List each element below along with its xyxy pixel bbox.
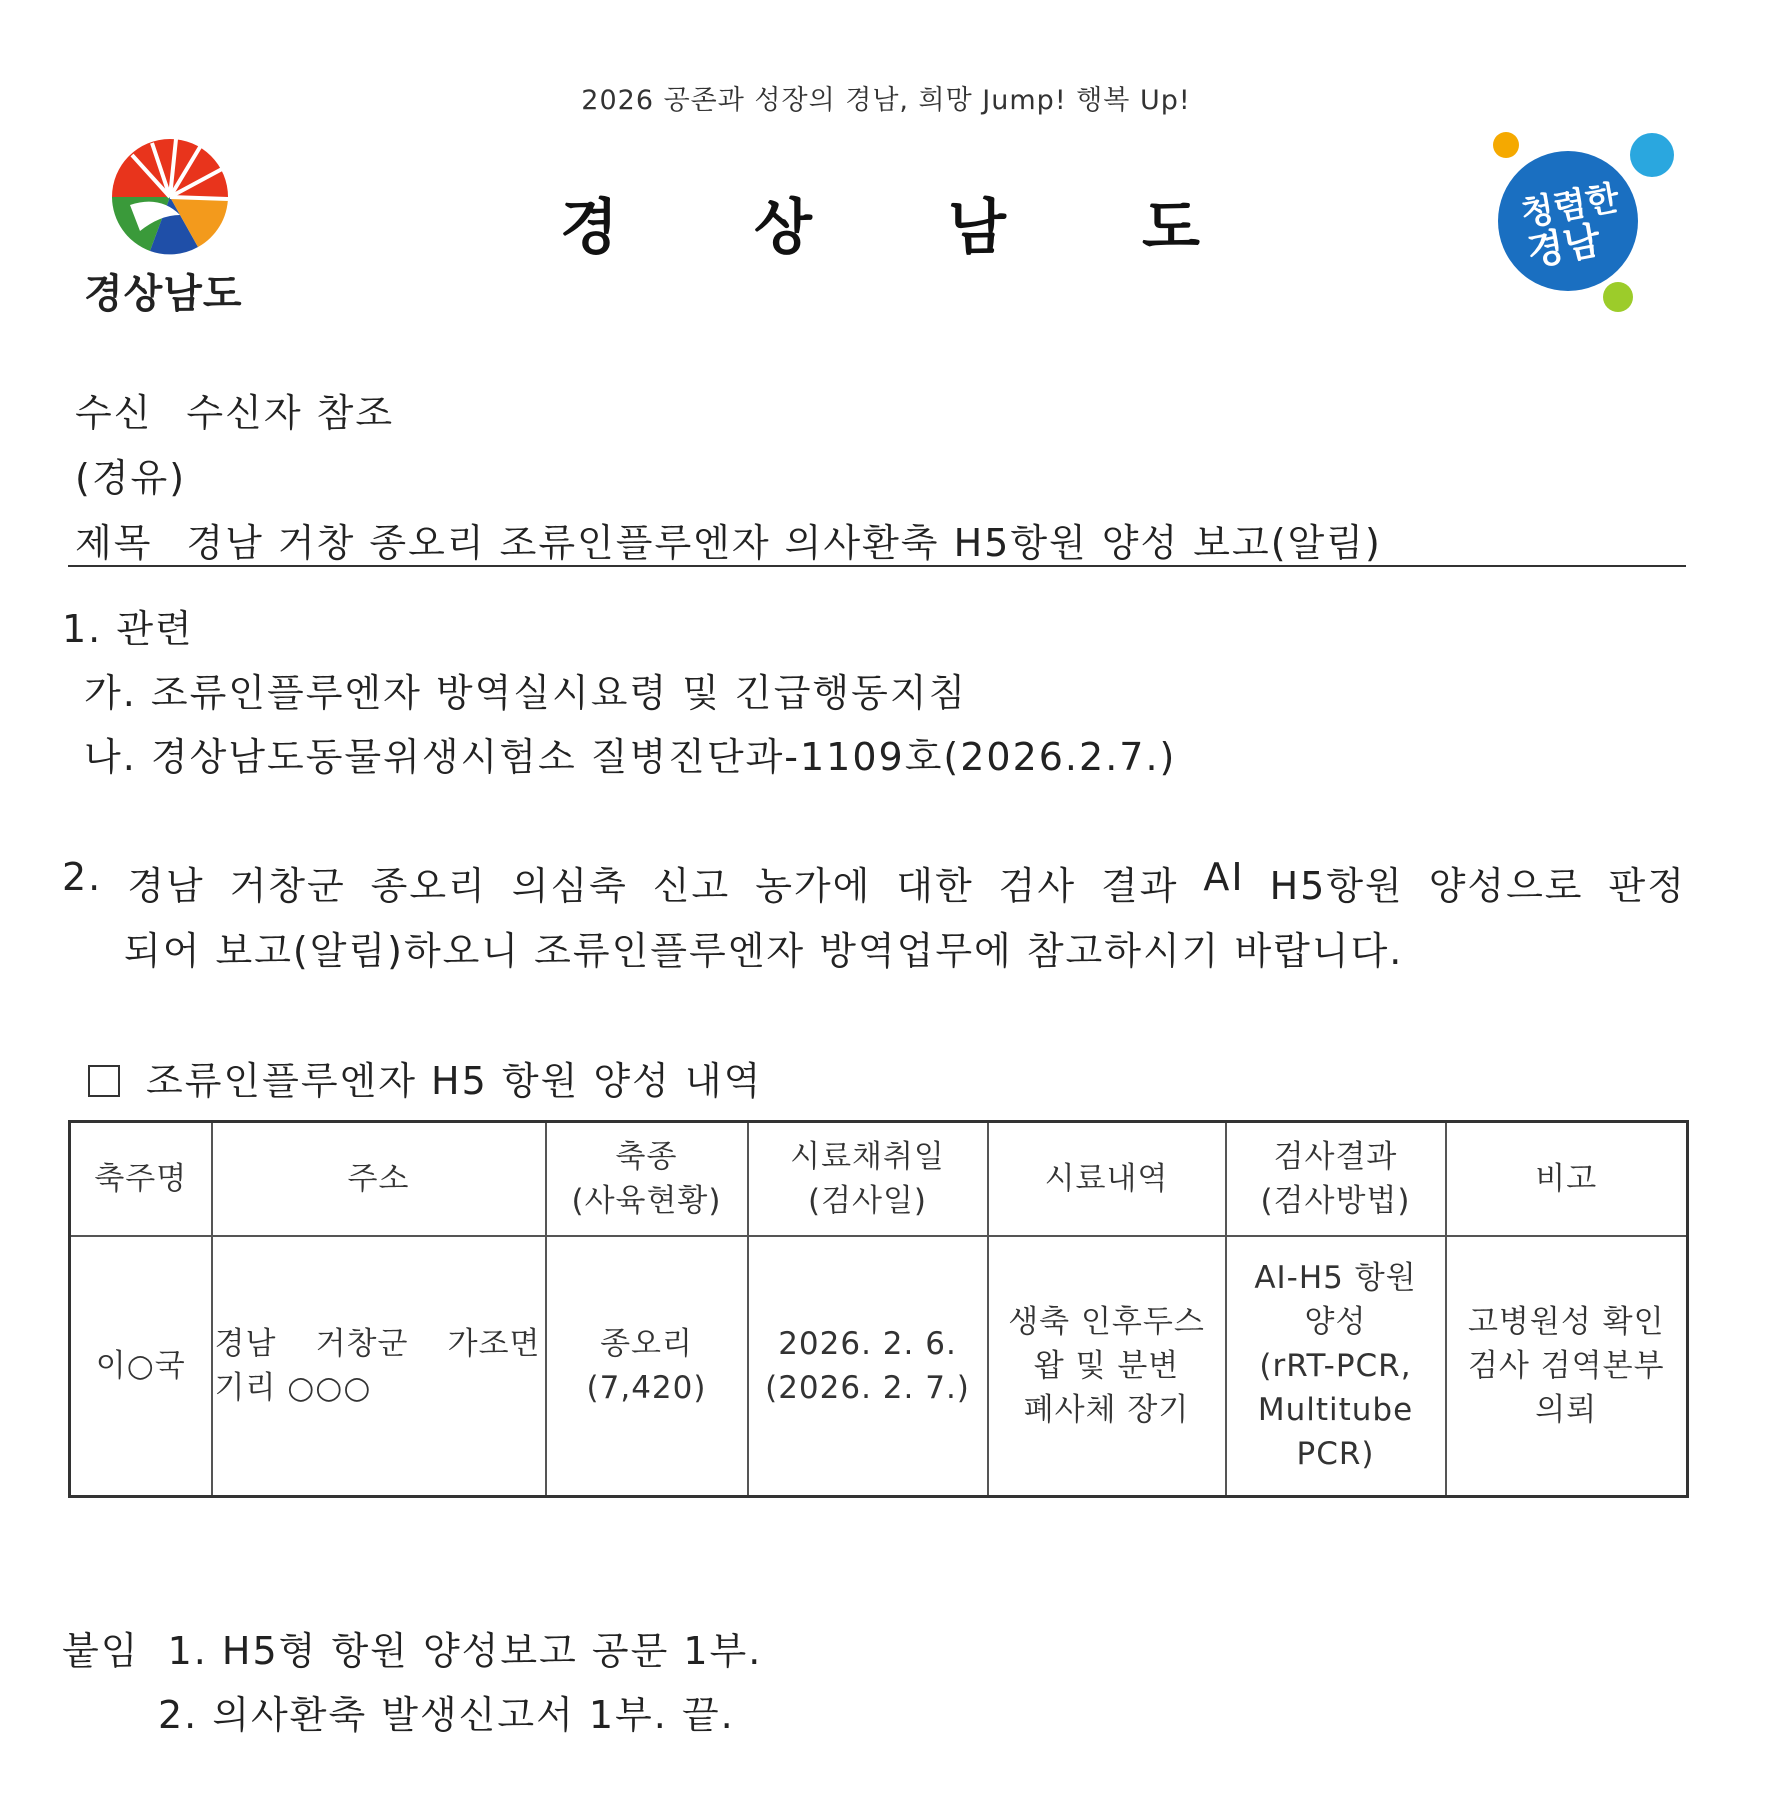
subject-value: 경남 거창 종오리 조류인플루엔자 의사환축 H5항원 양성 보고(알림) (186, 521, 1382, 565)
subject-label: 제목 (75, 521, 153, 565)
word: 대한 (896, 864, 974, 908)
owner-cell: 이○국 (70, 1236, 212, 1497)
section-1-heading: 1. 관련 (62, 607, 194, 651)
logo-right-text-line2: 경남 (1523, 218, 1604, 275)
checkbox-square-icon (88, 1065, 120, 1097)
header-cell: 검사결과 (검사방법) (1226, 1122, 1446, 1237)
section-2-line-2: 되어 보고(알림)하오니 조류인플루엔자 방역업무에 참고하시기 바랍니다. (124, 929, 1404, 973)
slogan: 2026 공존과 성장의 경남, 희망 Jump! 행복 Up! (581, 85, 1191, 116)
table-header-row (70, 1122, 1688, 1237)
attachment-item-2: 2. 의사환축 발생신고서 1부. 끝. (158, 1693, 735, 1737)
recipient-label: 수신 (75, 391, 153, 435)
attachment-line-1 (62, 1620, 762, 1675)
sampling-date-cell: 2026. 2. 6. (2026. 2. 7.) (748, 1236, 988, 1497)
header-divider (68, 565, 1686, 567)
word: 종오리 (370, 864, 487, 908)
attachment-item-1: 1. H5형 항원 양성보고 공문 1부. (167, 1629, 763, 1673)
header-cell: 시료내역 (988, 1122, 1226, 1237)
word: 경남 (127, 864, 205, 908)
word: H5항원 (1269, 864, 1404, 908)
test-result-cell: AI-H5 항원 양성 (rRT-PCR, Multitube PCR) (1226, 1236, 1446, 1497)
title-char: 도 (1142, 193, 1200, 263)
table-caption-text: 조류인플루엔자 H5 항원 양성 내역 (146, 1059, 763, 1103)
recipient-line (75, 382, 394, 437)
positive-result-table (68, 1120, 1689, 1498)
organization-title (560, 180, 1200, 266)
word: 농가에 (755, 864, 872, 908)
table-row (70, 1236, 1688, 1497)
emblem-caption: 경상남도 (84, 271, 243, 317)
integrity-gyeongnam-logo-icon (1480, 125, 1680, 325)
title-char: 경 (560, 193, 618, 263)
word: 신고 (652, 864, 731, 908)
sample-details-cell: 생축 인후두스 왑 및 분변 폐사체 장기 (988, 1236, 1226, 1497)
subject-line (75, 512, 1382, 567)
header-cell: 주소 (212, 1122, 546, 1237)
related-item-na: 나. 경상남도동물위생시험소 질병진단과-1109호(2026.2.7.) (84, 735, 1177, 779)
note-cell: 고병원성 확인 검사 검역본부 의뢰 (1446, 1236, 1688, 1497)
title-char: 남 (948, 193, 1006, 263)
address-cell: 경남 거창군 가조면 기리 ○○○ (212, 1236, 546, 1497)
word: 2. (62, 855, 103, 899)
word: AI (1203, 855, 1245, 899)
word: 결과 (1101, 864, 1179, 908)
header-cell: 축주명 (70, 1122, 212, 1237)
table-caption (88, 1050, 762, 1105)
header-cell: 축종 (사육현황) (546, 1122, 748, 1237)
word: 검사 (998, 864, 1077, 908)
via-line: (경유) (75, 456, 187, 500)
word: 판정 (1608, 864, 1686, 908)
logo-right-text-line1: 청렴한 (1518, 177, 1623, 235)
word: 거창군 (229, 864, 346, 908)
section-2-line-1 (62, 855, 1686, 910)
recipient-value: 수신자 참조 (186, 391, 395, 435)
word: 양성으로 (1428, 864, 1584, 908)
attachment-label: 붙임 (62, 1629, 140, 1673)
word: 의심축 (511, 864, 628, 908)
species-cell: 종오리 (7,420) (546, 1236, 748, 1497)
header-cell: 시료채취일 (검사일) (748, 1122, 988, 1237)
title-char: 상 (754, 193, 812, 263)
header-cell: 비고 (1446, 1122, 1688, 1237)
related-item-ga: 가. 조류인플루엔자 방역실시요령 및 긴급행동지침 (84, 671, 968, 715)
